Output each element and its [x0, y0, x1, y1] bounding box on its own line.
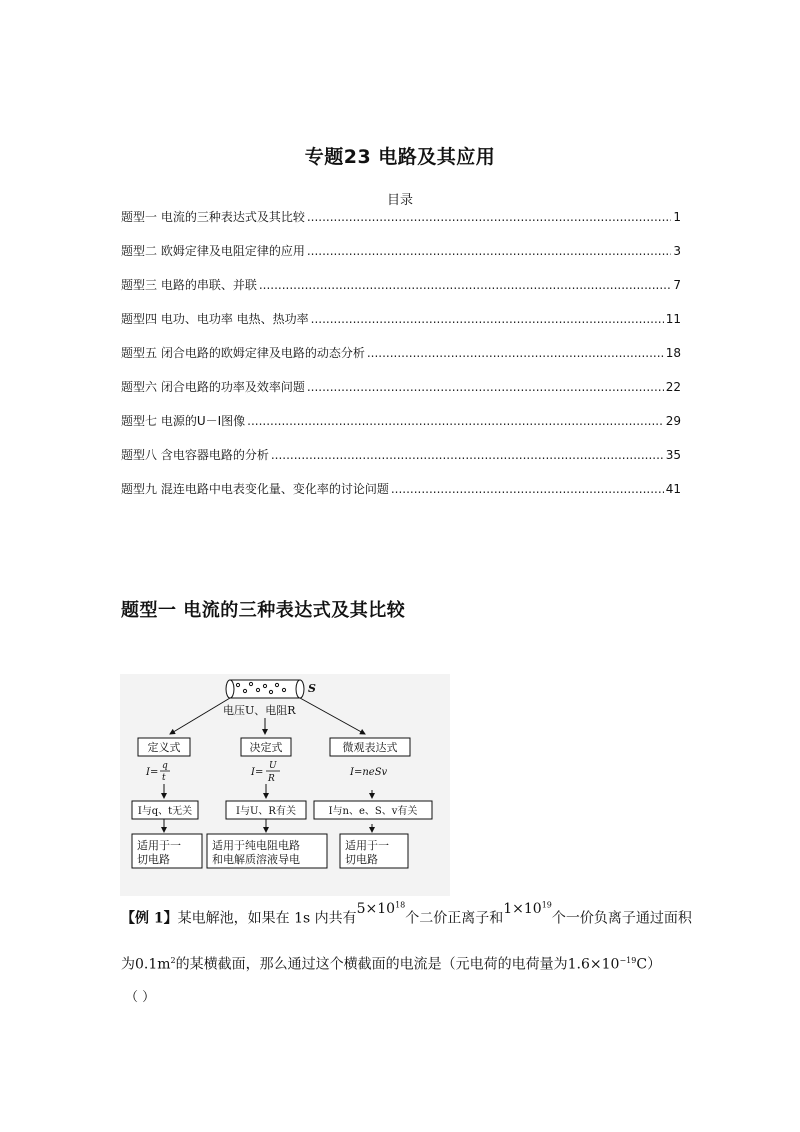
- formula-def-numerator: q: [162, 761, 168, 771]
- toc-entry[interactable]: [121, 276, 681, 293]
- example-tag: 【例 1】: [121, 910, 178, 927]
- toc-entry-label: 题型一 电流的三种表达式及其比较: [121, 210, 305, 224]
- number-exponent: 18: [395, 900, 406, 909]
- number-exponent: 19: [541, 900, 552, 909]
- toc-dot-leader: [307, 244, 672, 258]
- example-text: 的某横截面，那么通过这个横截面的电流是（元电荷的电荷量为: [175, 956, 568, 973]
- toc-dot-leader: [307, 380, 664, 394]
- relation-det-text: I与U、R有关: [236, 806, 296, 817]
- relation-def-text: I与q、t无关: [137, 806, 193, 817]
- unit-text: C: [636, 956, 648, 973]
- cross-section-label: S: [308, 682, 316, 695]
- formula-det-numerator: U: [269, 761, 277, 771]
- toc-entry-page: 35: [665, 448, 681, 462]
- formula-micro: I=neSv: [350, 767, 388, 778]
- toc-entry[interactable]: [121, 446, 681, 463]
- relation-micro-text: I与n、e、S、v有关: [328, 806, 418, 817]
- application-micro-line1: 适用于一: [345, 839, 389, 852]
- toc-entry[interactable]: [121, 208, 681, 225]
- application-def-line1: 适用于一: [137, 839, 181, 852]
- toc-entry-page: 29: [665, 414, 681, 428]
- number-exponent: 2: [170, 956, 176, 965]
- toc-entry-page: 7: [673, 278, 681, 292]
- answer-blank[interactable]: （ ）: [125, 990, 156, 1005]
- toc-entry[interactable]: [121, 378, 681, 395]
- toc-entry-label: 题型九 混连电路中电表变化量、变化率的讨论问题: [121, 482, 389, 496]
- toc-entry-label: 题型二 欧姆定律及电阻定律的应用: [121, 244, 305, 258]
- toc-entry-page: 41: [665, 482, 681, 496]
- example-text: 某电解池，如果在 1s 内共有: [177, 910, 357, 927]
- example-text: ）: [647, 956, 662, 973]
- application-def-line2: 切电路: [137, 853, 170, 866]
- toc-entry[interactable]: [121, 242, 681, 259]
- toc-dot-leader: [259, 278, 672, 292]
- toc-entry-page: 22: [665, 380, 681, 394]
- section-heading: 题型一 电流的三种表达式及其比较: [121, 600, 406, 621]
- application-det-line1: 适用于纯电阻电路: [212, 839, 300, 852]
- example-text: 为: [121, 956, 135, 973]
- example-text: 个一价负离子通过面积: [551, 910, 692, 927]
- formula-def-lhs: I=: [146, 767, 159, 778]
- determination-label: 决定式: [249, 741, 283, 754]
- formula-det-denominator: R: [268, 774, 275, 784]
- toc-entry[interactable]: [121, 344, 681, 361]
- toc-entry-label: 题型七 电源的U－I图像: [121, 414, 246, 428]
- example-text: 个二价正离子和: [405, 910, 504, 927]
- microscopic-label: 微观表达式: [342, 741, 398, 754]
- toc-entry-label: 题型六 闭合电路的功率及效率问题: [121, 380, 305, 394]
- toc-entry[interactable]: [121, 310, 681, 327]
- example-line-2: [121, 956, 661, 973]
- toc-dot-leader: [247, 414, 664, 428]
- toc-dot-leader: [271, 448, 664, 462]
- toc-dot-leader: [367, 346, 664, 360]
- toc-entry-page: 3: [673, 244, 681, 258]
- definition-label: 定义式: [147, 741, 181, 754]
- current-expressions-diagram: [120, 674, 450, 896]
- formula-det-lhs: I=: [251, 767, 264, 778]
- toc-dot-leader: [391, 482, 664, 496]
- number-base: 1×10: [503, 900, 542, 917]
- toc-entry[interactable]: [121, 412, 681, 429]
- number-base: 1.6×10: [567, 956, 620, 973]
- math-expression: [357, 901, 406, 917]
- toc-entry-page: 1: [673, 210, 681, 224]
- application-det-line2: 和电解质溶液导电: [212, 853, 300, 866]
- toc-entry[interactable]: [121, 480, 681, 497]
- toc-entry-label: 题型四 电功、电功率 电热、热功率: [121, 312, 309, 326]
- diagram-canvas: [120, 674, 450, 896]
- arrow-to-microscopic: [300, 698, 365, 734]
- number-base: 0.1m: [135, 956, 171, 973]
- number-exponent: −19: [619, 956, 637, 965]
- conductor-cylinder-icon: [226, 680, 304, 698]
- formula-def-denominator: t: [162, 773, 166, 783]
- toc-entry-label: 题型八 含电容器电路的分析: [121, 448, 269, 462]
- toc-heading: 目录: [386, 193, 413, 208]
- toc-entry-label: 题型三 电路的串联、并联: [121, 278, 257, 292]
- document-title: 专题23 电路及其应用: [304, 146, 496, 168]
- toc-entry-page: 11: [665, 312, 681, 326]
- number-base: 5×10: [356, 900, 396, 917]
- voltage-resistance-label: 电压U、电阻R: [223, 704, 296, 717]
- toc-entry-label: 题型五 闭合电路的欧姆定律及电路的动态分析: [121, 346, 365, 360]
- toc-dot-leader: [307, 210, 672, 224]
- arrow-to-definition: [170, 698, 230, 734]
- math-expression: [503, 901, 552, 917]
- toc-entry-page: 18: [665, 346, 681, 360]
- toc-dot-leader: [311, 312, 664, 326]
- application-micro-line2: 切电路: [345, 853, 378, 866]
